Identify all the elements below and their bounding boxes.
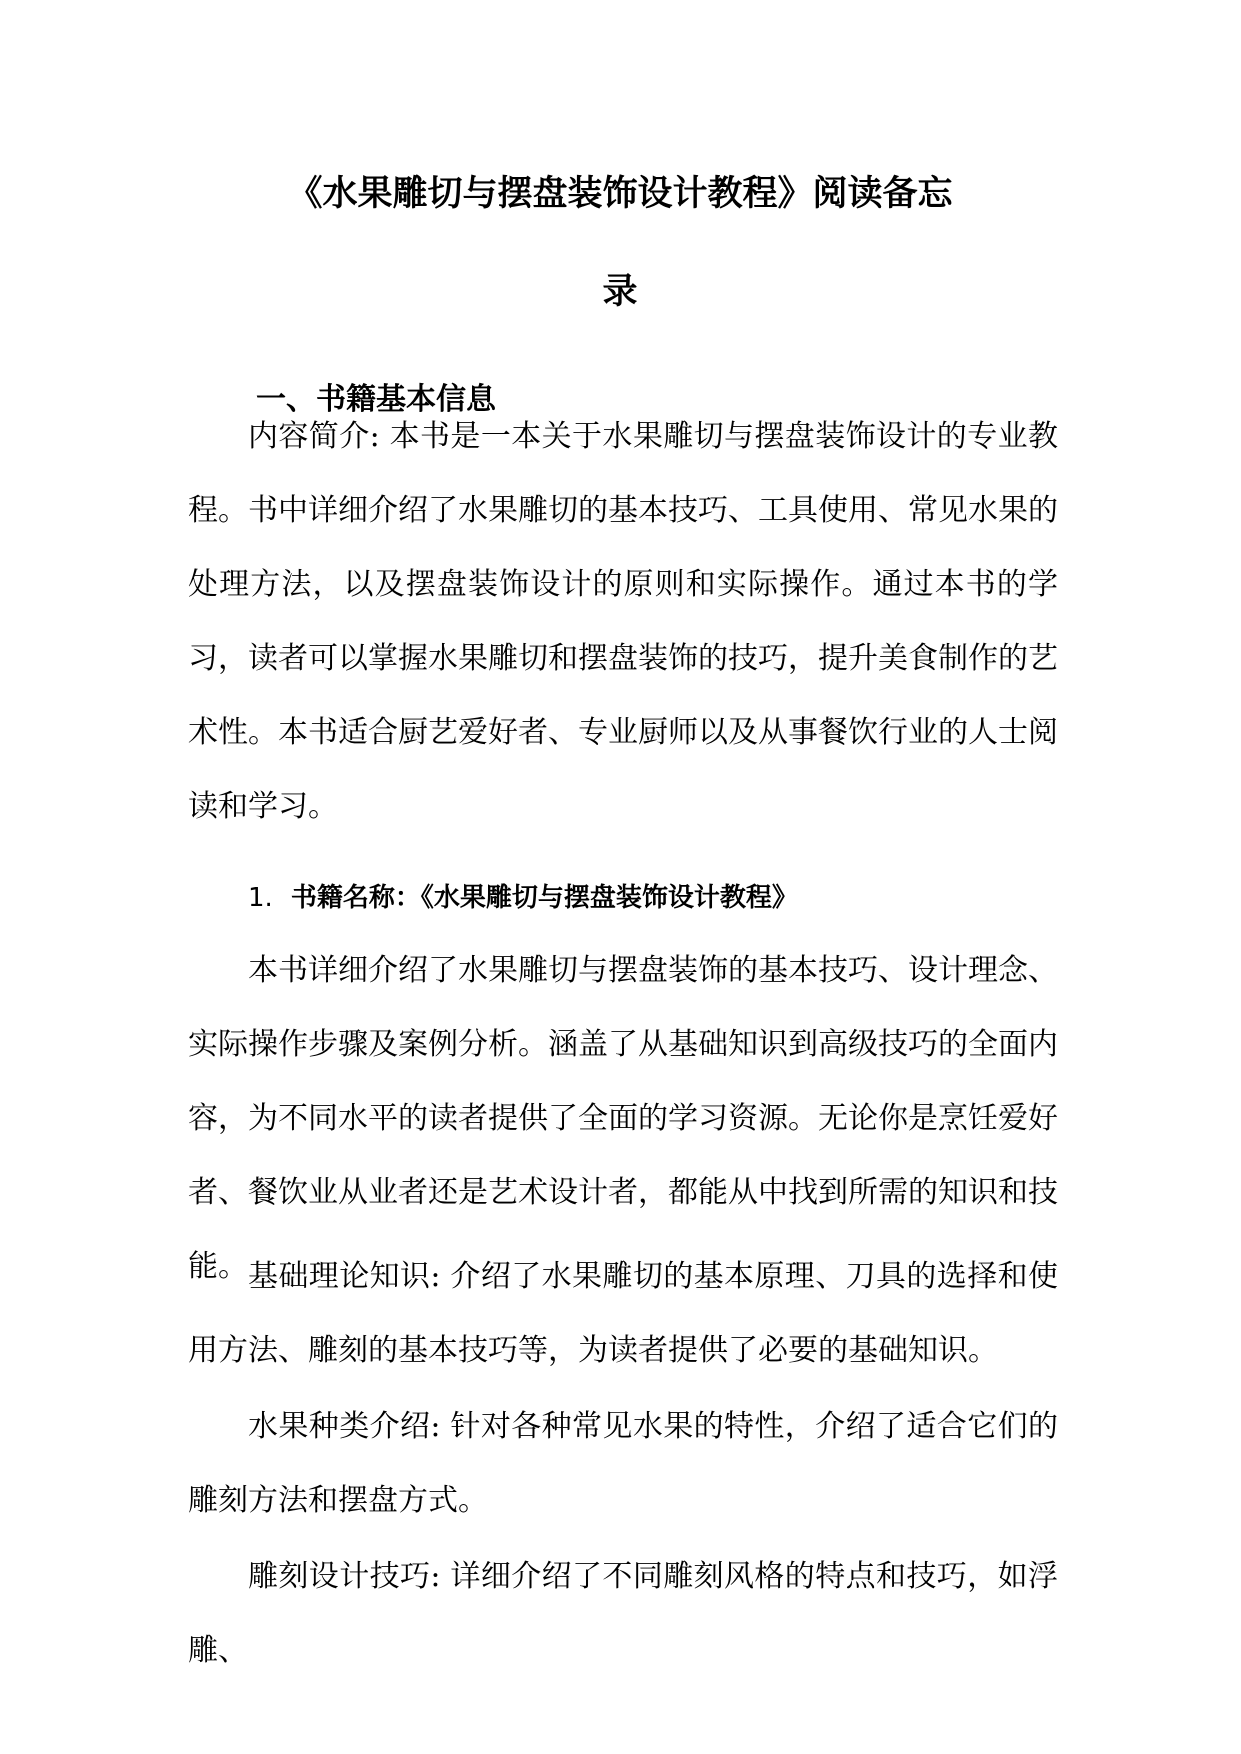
basic-theory-paragraph: 基础理论知识: 介绍了水果雕切的基本原理、刀具的选择和使用方法、雕刻的基本技巧等，为读者提供了必要的基础知识。: [188, 1259, 1058, 1368]
section-heading-basic-info: 一、书籍基本信息: [256, 382, 496, 417]
subsection-number: 1.: [248, 883, 273, 913]
subsection-heading-text: 书籍名称：《水果雕切与摆盘装饰设计教程》: [290, 883, 798, 913]
intro-paragraph: 内容简介: 本书是一本关于水果雕切与摆盘装饰设计的专业教程。书中详细介绍了水果雕切的基本技巧、工具使用、常见水果的处理方法，以及摆盘装饰设计的原则和实际操作。通过本书的学习，读者可以掌握水果雕切和摆盘装饰的技巧，提升美食制作的艺术性。本书适合厨艺爱好者、专业厨师以及从事餐饮行业的人士阅读和学习。: [188, 419, 1058, 824]
title-line-1: 《水果雕切与摆盘装饰设计教程》阅读备忘: [287, 174, 953, 214]
document-title: [240, 145, 1000, 341]
book-overview-paragraph: 本书详细介绍了水果雕切与摆盘装饰的基本技巧、设计理念、实际操作步骤及案例分析。涵盖了从基础知识到高级技巧的全面内容，为不同水平的读者提供了全面的学习资源。无论你是烹饪爱好者、餐饮业从业者还是艺术设计者，都能从中找到所需的知识和技能。: [188, 953, 1058, 1284]
fruit-types-paragraph: 水果种类介绍: 针对各种常见水果的特性，介绍了适合它们的雕刻方法和摆盘方式。: [188, 1409, 1058, 1518]
subsection-heading-book-name: [248, 878, 798, 918]
title-line-2: 录: [602, 272, 638, 312]
carving-design-paragraph: 雕刻设计技巧: 详细介绍了不同雕刻风格的特点和技巧，如浮雕、: [188, 1559, 1058, 1668]
